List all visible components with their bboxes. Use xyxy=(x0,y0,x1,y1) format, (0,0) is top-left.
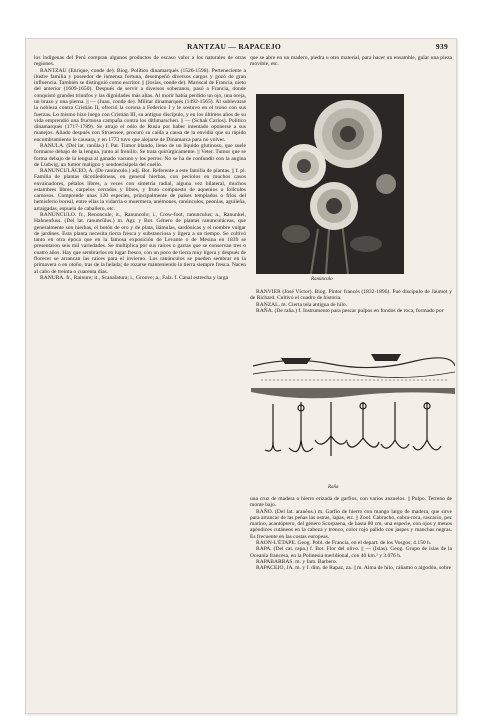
running-head-title: RANTZAU — RAPACEJO xyxy=(187,42,282,51)
dictionary-page xyxy=(25,38,457,714)
hook-1 xyxy=(265,404,281,451)
sea-scene xyxy=(251,354,455,398)
hook-5 xyxy=(381,402,409,448)
entry-ranura-continued: que se abre en un madero, piedra u otro material, para hacer un ensamble, guiar una pieza movible, etc. xyxy=(250,55,452,68)
right-column-top xyxy=(250,55,452,91)
entry-ranunculaceo: RANUNCULÁCEO, A. (De ranúnculo.) adj. Bot. Referente a este familia de plantas. || f. pl. Familia de plantas dicotiledóneas, en general hierbas, con peciolos en muchos casos envainadores, pétalos libres, a veces con simetría radial, alguna vez bilateral, muchos estambres libres, carpelos cerrados y libres, y fruto compuesto de aquenios o folículos carnosos. Comprende unas 120 especies, principalmente de países templados o fríos del hemisferio boreal, entre ellas la vidarria o muermera, anémones, ranúnculos, peonías, aguileña, arraigadas, espuela de caballero, etc. xyxy=(34,168,246,212)
entry-ranzal: RANZAL. m. Cierta tela antigua de hilo. xyxy=(256,301,348,308)
entry-rana-continued: una cruz de madera o hierro erizada de garfios, con varios anzuelos. || Pulpo. Terreno de monte bajo. xyxy=(250,496,452,509)
flower-bottom xyxy=(310,182,358,230)
entry-rapacejo: RAPACEJO, JA. m. y f. dim. de Rapaz, za. || m. Alma de hilo, cáñamo o algodón, sobre xyxy=(256,565,452,572)
entry-rantzau: RANTZAU (Enrique, conde de). Biog. Político dinamarqués (1526-1598). Perteneciente a ilustre familia y poseedor de inmensa fortuna, desempeñó diversos cargos y gozó de gran influencia. También se distinguió como escritor. || (Josías, conde de). Mariscal de Francia, nieto del anterior (1609-1650). Después de servir a diversos soberanos, pasó a Francia, donde conquistó grandes triunfos y las dignidades más altas. Al morir había perdido un ojo, una oreja, un brazo y una pierna. || — (Juan, conde de). Militar dinamarqués (1492-1565). Al sublevarse la nobleza contra Cristián II, ofreció la corona a Federico I y le sostuvo en el trono con sus fuerzas. Lo mismo hizo luego con Cristián III, su antiguo discípulo, y en los últimos años de su vida emprendió una fructuosa campaña contra los dithmarschen. || — (Schak Carlos). Político dinamarqués (1717-1789). Se atrajo el odio de Rusia por haber intentado oponerse a sus manejos. Aliado después con Struensee, procuró su caída a causa de la envidia que su rápido encumbramiento le causara, y en 1773 tuvo que alejarse de Dinamarca para no volver. xyxy=(34,67,246,143)
hook-3 xyxy=(315,402,347,456)
entry-rana: RAÑA. (De raña.) f. Instrumento para pescar pulpos en fondos de roca, formado por xyxy=(256,307,444,314)
running-head xyxy=(32,42,450,54)
entry-rapa: RAPA. (Del cat. rapa.) f. Bot. Flor del olivo. || — (Islas). Geog. Grupo de islas de la Oceanía francesa, en la Polinesia meridional, con 40 km.² y 3.076 h. xyxy=(250,546,452,559)
flower-illustration xyxy=(256,94,404,274)
right-column-middle xyxy=(250,289,452,343)
entry-rapabarbas: RAPABARBAS. m. y fam. Barbero. xyxy=(256,558,338,565)
entry-continued: los indígenas del Perú compran algunos productos de escaso valor a los naturales de otras regiones. xyxy=(34,55,246,68)
rana-figure xyxy=(251,344,455,486)
hook-6 xyxy=(413,402,441,450)
photo-caption: Ranúnculo xyxy=(311,277,333,282)
entry-rano: RAÑO. (Del lat. aranĕus.) m. Garfio de hierro con mango largo de madera, que sirve para arrancar de las peñas las ostras, lapas, etc. || Zool. Cabracho, cabra-roca, rascacio, pez marino, acantóptero, del género Scorpaena, de hasta 80 cm. una especie, con ojos y menos apéndices cutáneos en la cabeza y tronco, color rojo pálido con jaspes y manchas negras. Es frecuente en las costas europeas. xyxy=(250,508,452,540)
entry-raon-letape: RAON-L'ÉTAPE. Geog. Pobl. de Francia, en el depart. de los Vosgos; 4.150 h. xyxy=(256,539,432,546)
page-number: 939 xyxy=(435,42,448,51)
entry-ranvier: RANVIER (José Víctor). Biog. Pintor francés (1832-1896). Fué discípulo de Jaumot y de Richard. Cultivó el cuadro de historia. xyxy=(250,289,452,302)
flower-middle xyxy=(282,144,326,188)
fishing-tools-illustration xyxy=(251,344,455,486)
left-column xyxy=(34,55,246,710)
entry-ranula: RANULA. (Del lat. ranŭla.) f. Pat. Tumor blando, lleno de un líquido glutinoso, que suele formarse debajo de la lengua, junto al frenillo. Se trata quirúrgicamente. || Veter. Tumor que se forma debajo de la lengua al ganado vacuno y los perros. No se ha de confundir con la angina de Ludwig, un tumor maligno y sendoerisipela del cuello. xyxy=(34,142,246,168)
entry-ranura: RANURA. fr., Rainure; it., Scanalatura; i., Groove; a., Falz. f. Canal estrecha y larga xyxy=(40,274,229,281)
hook-2 xyxy=(289,402,313,452)
entry-ranunculo: RANÚNCULO. fr., Renoncule; it., Ranuncolo; i., Crow-foot, ranunculus; a., Ranunkel, Hahnenfuss. (Del lat. ranuncŭlus.) m. Agr. y Bot. Género de plantas ranunculáceas, que generalmente son hierbas, el botón de oro y de plata, llámulas, sardónicas y el nombre vulgar de jardines. Esta planta necesita tierra fresca y substanciosa y ligera a un tiempo. Se cultivó tanto en otra época que en la famosa exposición de Levante o de Mesina en 1839 se presentaron seis mil variedades. Se multiplica por sus raíces o garras que se conservan tres o cuatro años. Hay que sembrarlos en lugar fresco, con un poco de tierra muy ligera y después de florecer se arrancan las raíces para el invierno. Los ranúnculos se pueden sembrar en la primavera o en otoño, tras de la helada; de rozarse manteniendo la tierra siempre fresca. Nacen al cabo de treinta o cuarenta días. xyxy=(34,212,246,275)
figure-caption: Raña xyxy=(328,485,339,490)
hook-4 xyxy=(347,402,379,447)
right-column-bottom xyxy=(250,496,452,710)
ranunculus-photo xyxy=(256,94,404,274)
